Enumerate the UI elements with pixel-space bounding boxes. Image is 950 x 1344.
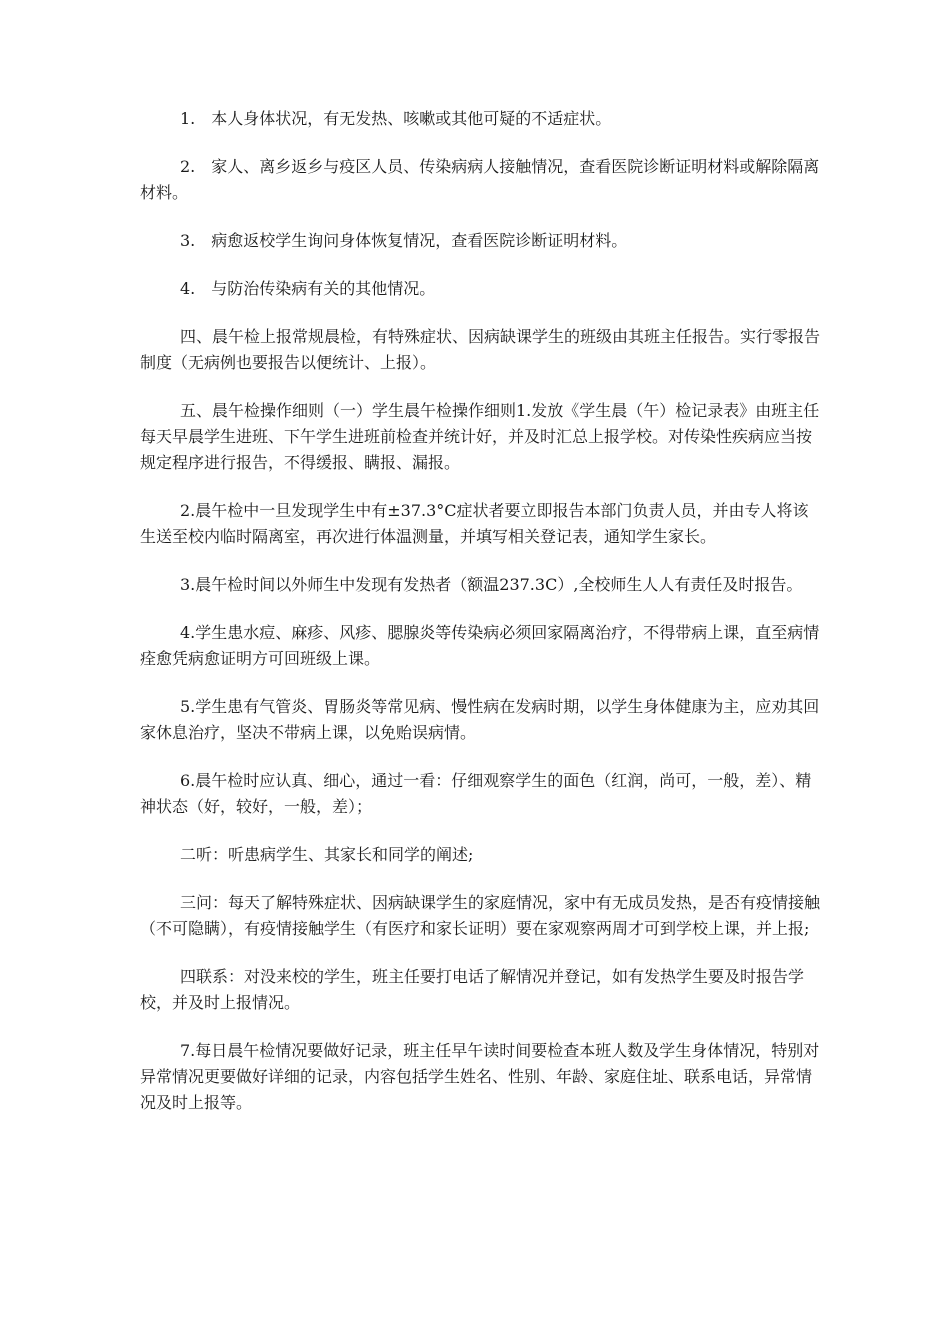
paragraph-rule-6: 6.晨午检时应认真、细心，通过一看：仔细观察学生的面色（红润，尚可，一般，差）、精神状态（好，较好，一般，差）； bbox=[140, 771, 812, 816]
paragraph-rule-7: 7.每日晨午检情况要做好记录，班主任早午读时间要检查本班人数及学生身体情况，特别对异常情况更要做好详细的记录，内容包括学生姓名、性别、年龄、家庭住址、联系电话，异常情况及时上报等。 bbox=[140, 1041, 820, 1112]
paragraph-listen: 二听：听患病学生、其家长和同学的阐述; bbox=[180, 845, 474, 864]
paragraph-rule-4: 4.学生患水痘、麻疹、风疹、腮腺炎等传染病必须回家隔离治疗，不得带病上课，直至病情痊愈凭病愈证明方可回班级上课。 bbox=[140, 623, 820, 668]
paragraph-rule-3: 3.晨午检时间以外师生中发现有发热者（额温237.3C）,全校师生人人有责任及时报告。 bbox=[180, 575, 803, 594]
paragraph-item-4: 4. 与防治传染病有关的其他情况。 bbox=[180, 279, 436, 298]
paragraph-item-3: 3. 病愈返校学生询问身体恢复情况，查看医院诊断证明材料。 bbox=[180, 231, 628, 250]
paragraph-rule-5: 5.学生患有气管炎、胃肠炎等常见病、慢性病在发病时期，以学生身体健康为主，应劝其回家休息治疗，坚决不带病上课，以免贻误病情。 bbox=[140, 697, 820, 742]
paragraph-reporting: 四、晨午检上报常规晨检，有特殊症状、因病缺课学生的班级由其班主任报告。实行零报告制度（无病例也要报告以便统计、上报）。 bbox=[140, 327, 821, 372]
paragraph-item-2: 2. 家人、离乡返乡与疫区人员、传染病病人接触情况，查看医院诊断证明材料或解除隔离材料。 bbox=[140, 157, 820, 202]
document-body bbox=[140, 106, 820, 1116]
paragraph-ask: 三问：每天了解特殊症状、因病缺课学生的家庭情况，家中有无成员发热，是否有疫情接触（不可隐瞒），有疫情接触学生（有医疗和家长证明）要在家观察两周才可到学校上课，并上报; bbox=[140, 893, 821, 938]
paragraph-contact: 四联系：对没来校的学生，班主任要打电话了解情况并登记，如有发热学生要及时报告学校，并及时上报情况。 bbox=[140, 967, 805, 1012]
paragraph-rules: 五、晨午检操作细则（一）学生晨午检操作细则1.发放《学生晨（午）检记录表》由班主任每天早晨学生进班、下午学生进班前检查并统计好，并及时汇总上报学校。对传染性疾病应当按规定程序进行报告，不得缓报、瞒报、漏报。 bbox=[140, 401, 820, 472]
paragraph-rule-2: 2.晨午检中一旦发现学生中有±37.3°C症状者要立即报告本部门负责人员，并由专人将该生送至校内临时隔离室，再次进行体温测量，并填写相关登记表，通知学生家长。 bbox=[140, 501, 809, 546]
paragraph-item-1: 1. 本人身体状况，有无发热、咳嗽或其他可疑的不适症状。 bbox=[180, 109, 612, 128]
